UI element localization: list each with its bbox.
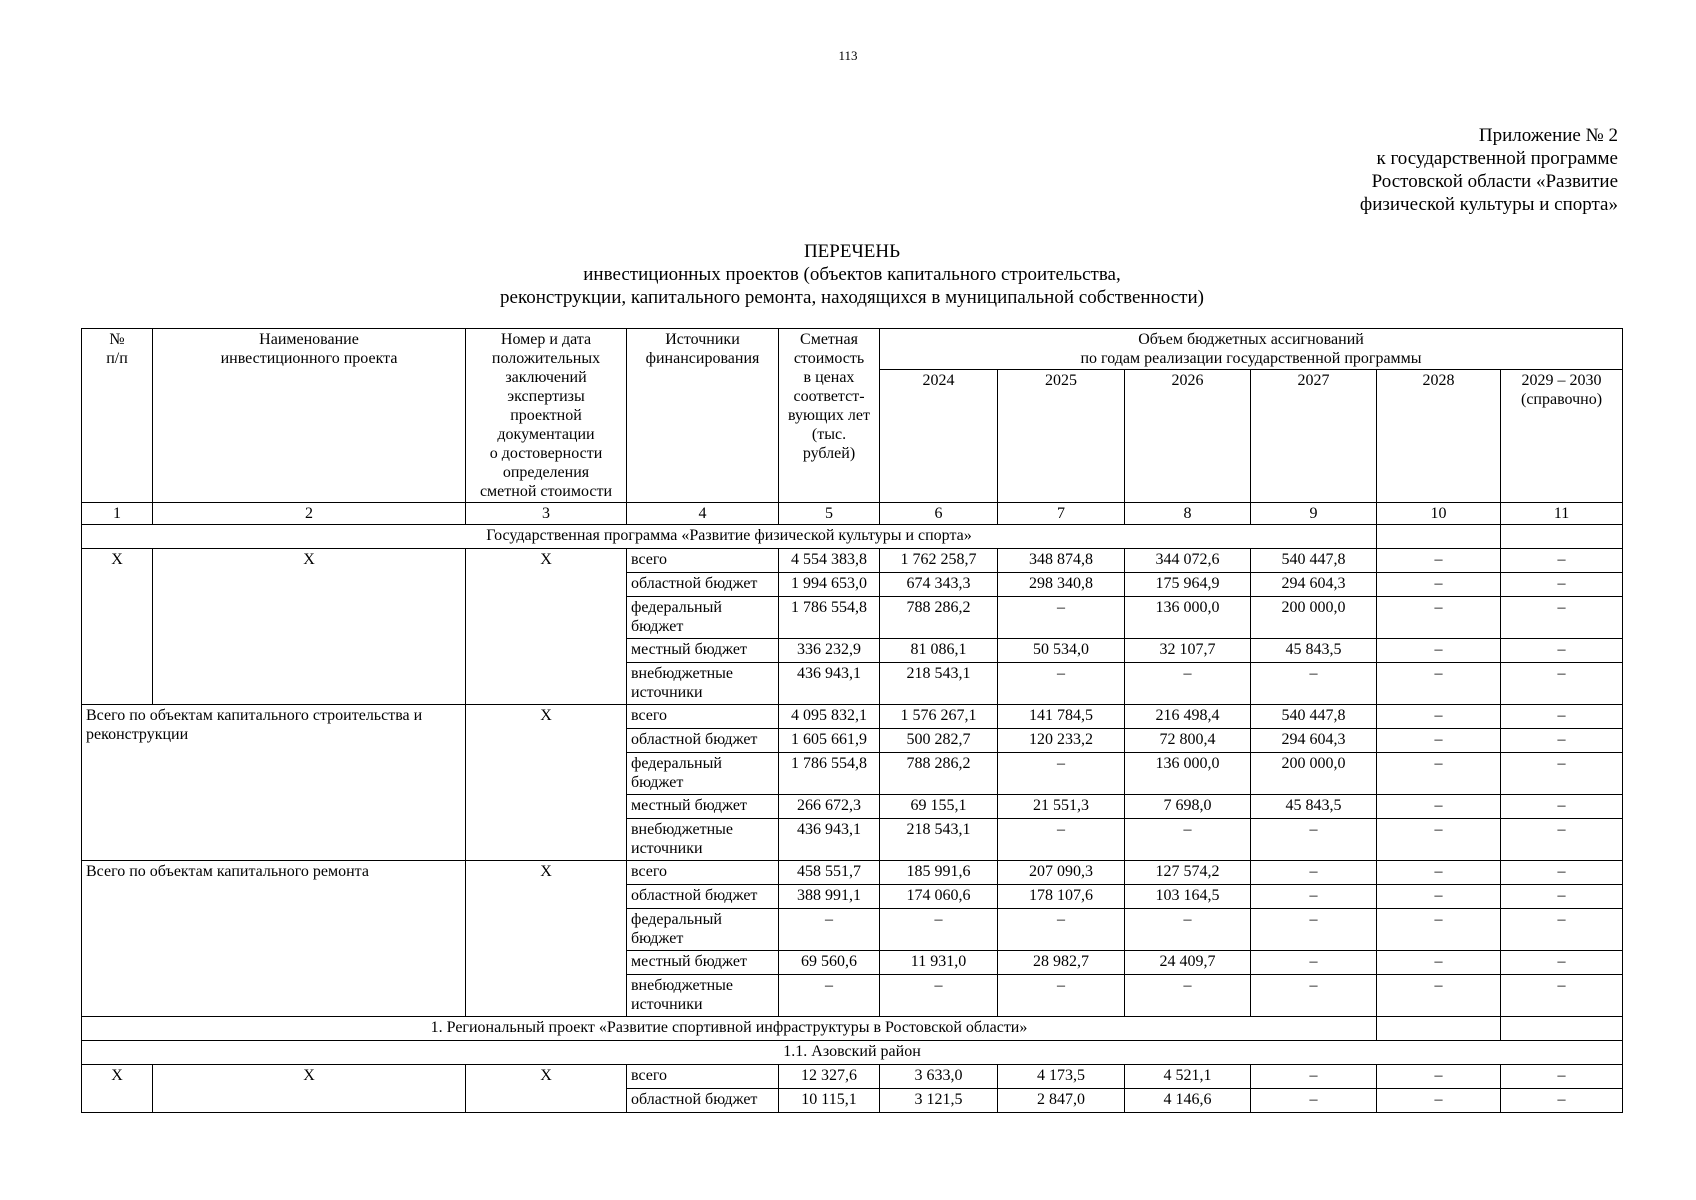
value-cell: 218 543,1 — [880, 663, 998, 705]
column-number: 10 — [1377, 503, 1501, 525]
value-cell: 7 698,0 — [1125, 795, 1251, 819]
value-cell: 4 554 383,8 — [779, 549, 880, 573]
column-number: 6 — [880, 503, 998, 525]
value-cell: – — [1501, 753, 1623, 795]
value-cell: 1 786 554,8 — [779, 597, 880, 639]
source-cell: внебюджетные источники — [627, 819, 779, 861]
value-cell: – — [1125, 819, 1251, 861]
value-cell: – — [1501, 795, 1623, 819]
value-cell: – — [1251, 1065, 1377, 1089]
value-cell: 200 000,0 — [1251, 753, 1377, 795]
value-cell: – — [1377, 597, 1501, 639]
value-cell: 348 874,8 — [998, 549, 1125, 573]
title-line: реконструкции, капитального ремонта, находящихся в муниципальной собственности) — [500, 287, 1204, 308]
value-cell: – — [1377, 663, 1501, 705]
value-cell: – — [1251, 909, 1377, 951]
table-row — [82, 861, 1623, 885]
value-cell: 103 164,5 — [1125, 885, 1251, 909]
value-cell: 12 327,6 — [779, 1065, 880, 1089]
value-cell: 81 086,1 — [880, 639, 998, 663]
header-sources: Источники финансирования — [627, 329, 779, 503]
appendix-line: к государственной программе — [1376, 148, 1618, 169]
value-cell: – — [1125, 663, 1251, 705]
value-cell: 4 173,5 — [998, 1065, 1125, 1089]
value-cell: 388 991,1 — [779, 885, 880, 909]
source-cell: всего — [627, 861, 779, 885]
value-cell: 540 447,8 — [1251, 705, 1377, 729]
value-cell: 178 107,6 — [998, 885, 1125, 909]
header-year: 2029 – 2030 (справочно) — [1501, 370, 1623, 503]
investment-projects-table — [81, 328, 1623, 1113]
value-cell: 200 000,0 — [1251, 597, 1377, 639]
value-cell: – — [1377, 819, 1501, 861]
value-cell: – — [1501, 885, 1623, 909]
value-cell: 3 633,0 — [880, 1065, 998, 1089]
value-cell: 2 847,0 — [998, 1089, 1125, 1113]
value-cell: 207 090,3 — [998, 861, 1125, 885]
group-label: Всего по объектам капитального строительства и реконструкции — [82, 705, 466, 861]
value-cell: 500 282,7 — [880, 729, 998, 753]
value-cell: 136 000,0 — [1125, 597, 1251, 639]
mark-cell: X — [466, 861, 627, 1017]
value-cell: 294 604,3 — [1251, 729, 1377, 753]
value-cell: 45 843,5 — [1251, 639, 1377, 663]
value-cell: 1 994 653,0 — [779, 573, 880, 597]
value-cell: – — [779, 909, 880, 951]
value-cell: – — [1377, 1065, 1501, 1089]
value-cell: 69 560,6 — [779, 951, 880, 975]
value-cell: 1 576 267,1 — [880, 705, 998, 729]
value-cell: 69 155,1 — [880, 795, 998, 819]
value-cell: – — [1501, 819, 1623, 861]
source-cell: местный бюджет — [627, 639, 779, 663]
source-cell: областной бюджет — [627, 885, 779, 909]
table-row — [82, 1065, 1623, 1089]
value-cell: 266 672,3 — [779, 795, 880, 819]
value-cell: 218 543,1 — [880, 819, 998, 861]
value-cell: – — [1377, 573, 1501, 597]
value-cell: 10 115,1 — [779, 1089, 880, 1113]
value-cell: 185 991,6 — [880, 861, 998, 885]
header-expertise: Номер и дата положительных заключений экспертизы проектной документации о достоверности определения сметной стоимости — [466, 329, 627, 503]
mark-cell: X — [466, 1065, 627, 1113]
value-cell: 1 786 554,8 — [779, 753, 880, 795]
value-cell: 436 943,1 — [779, 663, 880, 705]
empty-cell — [1501, 1017, 1623, 1041]
value-cell: 1 762 258,7 — [880, 549, 998, 573]
appendix-line: Ростовской области «Развитие — [1371, 171, 1618, 192]
value-cell: – — [1377, 1089, 1501, 1113]
value-cell: – — [1501, 663, 1623, 705]
value-cell: – — [1377, 951, 1501, 975]
mark-cell: X — [153, 1065, 466, 1113]
value-cell: – — [1377, 975, 1501, 1017]
source-cell: внебюджетные источники — [627, 663, 779, 705]
value-cell: 127 574,2 — [1125, 861, 1251, 885]
header-year: 2028 — [1377, 370, 1501, 503]
value-cell: 1 605 661,9 — [779, 729, 880, 753]
section-program-title: Государственная программа «Развитие физической культуры и спорта» — [82, 525, 1377, 549]
section-program — [82, 525, 1623, 549]
value-cell: 11 931,0 — [880, 951, 998, 975]
column-number: 5 — [779, 503, 880, 525]
column-number: 3 — [466, 503, 627, 525]
value-cell: – — [1377, 909, 1501, 951]
mark-cell: X — [466, 705, 627, 861]
value-cell: – — [1251, 1089, 1377, 1113]
value-cell: 4 095 832,1 — [779, 705, 880, 729]
appendix-line: Приложение № 2 — [1478, 125, 1618, 146]
title-line: инвестиционных проектов (объектов капитального строительства, — [583, 264, 1121, 285]
header-num: № п/п — [82, 329, 153, 503]
value-cell: – — [1377, 885, 1501, 909]
value-cell: – — [998, 597, 1125, 639]
value-cell: – — [1377, 753, 1501, 795]
appendix-line: физической культуры и спорта» — [1359, 194, 1618, 215]
appendix-block — [1360, 124, 1618, 216]
source-cell: местный бюджет — [627, 795, 779, 819]
source-cell: всего — [627, 549, 779, 573]
value-cell: – — [998, 663, 1125, 705]
value-cell: 136 000,0 — [1125, 753, 1251, 795]
column-number: 1 — [82, 503, 153, 525]
mark-cell: X — [82, 1065, 153, 1113]
value-cell: 4 146,6 — [1125, 1089, 1251, 1113]
value-cell: – — [1501, 909, 1623, 951]
document-title — [82, 240, 1622, 309]
column-number: 11 — [1501, 503, 1623, 525]
mark-cell: X — [153, 549, 466, 705]
table-row — [82, 705, 1623, 729]
value-cell: – — [1501, 639, 1623, 663]
value-cell: – — [1125, 975, 1251, 1017]
value-cell: – — [998, 819, 1125, 861]
value-cell: – — [1501, 573, 1623, 597]
value-cell: – — [1501, 729, 1623, 753]
value-cell: 540 447,8 — [1251, 549, 1377, 573]
value-cell: 336 232,9 — [779, 639, 880, 663]
value-cell: 294 604,3 — [1251, 573, 1377, 597]
value-cell: – — [1377, 639, 1501, 663]
value-cell: 674 343,3 — [880, 573, 998, 597]
value-cell: – — [1501, 1065, 1623, 1089]
source-cell: областной бюджет — [627, 729, 779, 753]
header-volume: Объем бюджетных ассигнований по годам реализации государственной программы — [880, 329, 1623, 370]
value-cell: 72 800,4 — [1125, 729, 1251, 753]
value-cell: – — [1501, 975, 1623, 1017]
value-cell: – — [1501, 549, 1623, 573]
source-cell: федеральный бюджет — [627, 597, 779, 639]
header-cost: Сметная стоимость в ценах соответст- вующих лет (тыс. рублей) — [779, 329, 880, 503]
value-cell: – — [1377, 705, 1501, 729]
value-cell: – — [1501, 597, 1623, 639]
value-cell: 216 498,4 — [1125, 705, 1251, 729]
source-cell: всего — [627, 705, 779, 729]
column-number: 7 — [998, 503, 1125, 525]
value-cell: 28 982,7 — [998, 951, 1125, 975]
empty-cell — [1377, 1017, 1501, 1041]
empty-cell — [1377, 525, 1501, 549]
value-cell: – — [998, 909, 1125, 951]
column-number: 9 — [1251, 503, 1377, 525]
source-cell: областной бюджет — [627, 573, 779, 597]
value-cell: 50 534,0 — [998, 639, 1125, 663]
value-cell: – — [1251, 663, 1377, 705]
value-cell: – — [1501, 705, 1623, 729]
mark-cell: X — [82, 549, 153, 705]
value-cell: 24 409,7 — [1125, 951, 1251, 975]
value-cell: – — [1501, 861, 1623, 885]
value-cell: 344 072,6 — [1125, 549, 1251, 573]
column-number: 4 — [627, 503, 779, 525]
value-cell: – — [1251, 861, 1377, 885]
empty-cell — [1501, 525, 1623, 549]
value-cell: – — [1377, 729, 1501, 753]
value-cell: 788 286,2 — [880, 753, 998, 795]
value-cell: 458 551,7 — [779, 861, 880, 885]
source-cell: внебюджетные источники — [627, 975, 779, 1017]
value-cell: – — [1251, 951, 1377, 975]
section-regional-title: 1. Региональный проект «Развитие спортивной инфраструктуры в Ростовской области» — [82, 1017, 1377, 1041]
value-cell: 45 843,5 — [1251, 795, 1377, 819]
value-cell: – — [998, 753, 1125, 795]
page-number: 113 — [838, 48, 858, 63]
value-cell: 175 964,9 — [1125, 573, 1251, 597]
value-cell: 120 233,2 — [998, 729, 1125, 753]
value-cell: – — [1501, 951, 1623, 975]
column-number: 2 — [153, 503, 466, 525]
value-cell: 141 784,5 — [998, 705, 1125, 729]
value-cell: 21 551,3 — [998, 795, 1125, 819]
source-cell: местный бюджет — [627, 951, 779, 975]
source-cell: федеральный бюджет — [627, 753, 779, 795]
value-cell: – — [1377, 861, 1501, 885]
value-cell: – — [998, 975, 1125, 1017]
header-year: 2025 — [998, 370, 1125, 503]
title-line: ПЕРЕЧЕНЬ — [803, 241, 901, 262]
value-cell: – — [880, 975, 998, 1017]
value-cell: – — [1251, 819, 1377, 861]
column-number: 8 — [1125, 503, 1251, 525]
source-cell: областной бюджет — [627, 1089, 779, 1113]
value-cell: – — [1377, 795, 1501, 819]
section-regional — [82, 1017, 1623, 1041]
value-cell: – — [1125, 909, 1251, 951]
value-cell: 174 060,6 — [880, 885, 998, 909]
value-cell: 298 340,8 — [998, 573, 1125, 597]
value-cell: – — [1501, 1089, 1623, 1113]
value-cell: – — [1377, 549, 1501, 573]
group-label: Всего по объектам капитального ремонта — [82, 861, 466, 1017]
source-cell: федеральный бюджет — [627, 909, 779, 951]
value-cell: – — [1251, 885, 1377, 909]
value-cell: 3 121,5 — [880, 1089, 998, 1113]
value-cell: 436 943,1 — [779, 819, 880, 861]
table-row — [82, 549, 1623, 573]
header-year: 2024 — [880, 370, 998, 503]
mark-cell: X — [466, 549, 627, 705]
value-cell: – — [880, 909, 998, 951]
section-district-title: 1.1. Азовский район — [82, 1041, 1623, 1065]
value-cell: 4 521,1 — [1125, 1065, 1251, 1089]
header-name: Наименование инвестиционного проекта — [153, 329, 466, 503]
header-year: 2027 — [1251, 370, 1377, 503]
value-cell: 788 286,2 — [880, 597, 998, 639]
section-district — [82, 1041, 1623, 1065]
value-cell: – — [779, 975, 880, 1017]
value-cell: 32 107,7 — [1125, 639, 1251, 663]
header-year: 2026 — [1125, 370, 1251, 503]
source-cell: всего — [627, 1065, 779, 1089]
value-cell: – — [1251, 975, 1377, 1017]
